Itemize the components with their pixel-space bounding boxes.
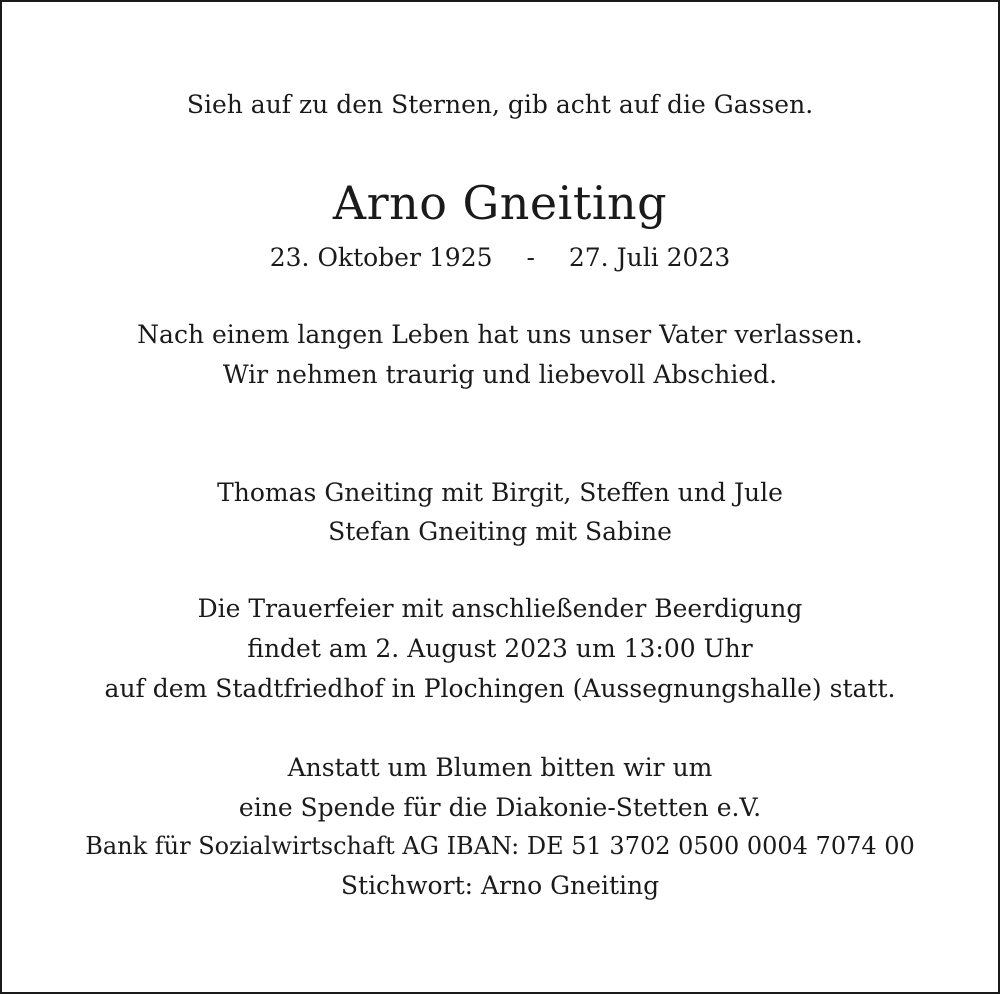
birth-date: 23. Oktober 1925 <box>269 243 493 272</box>
motto-line: Sieh auf zu den Sternen, gib acht auf die Gassen. <box>186 90 814 119</box>
life-dates <box>2 245 998 270</box>
donation-keyword-line: Stichwort: Arno Gneiting <box>340 871 660 900</box>
funeral-line-2: findet am 2. August 2023 um 13:00 Uhr <box>247 634 753 663</box>
donation-line-1: Anstatt um Blumen bitten wir um <box>287 753 713 782</box>
deceased-name: Arno Gneiting <box>332 176 668 230</box>
mourner-line-2: Stefan Gneiting mit Sabine <box>328 517 672 546</box>
funeral-line-1: Die Trauerfeier mit anschließender Beerdigung <box>197 594 803 623</box>
death-date: 27. Juli 2023 <box>568 243 731 272</box>
message-line-1: Nach einem langen Leben hat uns unser Vater verlassen. <box>137 320 863 349</box>
donation-line-2: eine Spende für die Diakonie-Stetten e.V. <box>238 793 762 822</box>
funeral-line-3: auf dem Stadtfriedhof in Plochingen (Aussegnungshalle) statt. <box>104 674 896 703</box>
message-line-2: Wir nehmen traurig und liebevoll Abschied. <box>222 360 778 389</box>
date-separator: - <box>526 243 535 272</box>
mourner-line-1: Thomas Gneiting mit Birgit, Steffen und Jule <box>217 478 783 507</box>
donation-bank-line: Bank für Sozialwirtschaft AG IBAN: DE 51 3702 0500 0004 7074 00 <box>85 832 915 860</box>
